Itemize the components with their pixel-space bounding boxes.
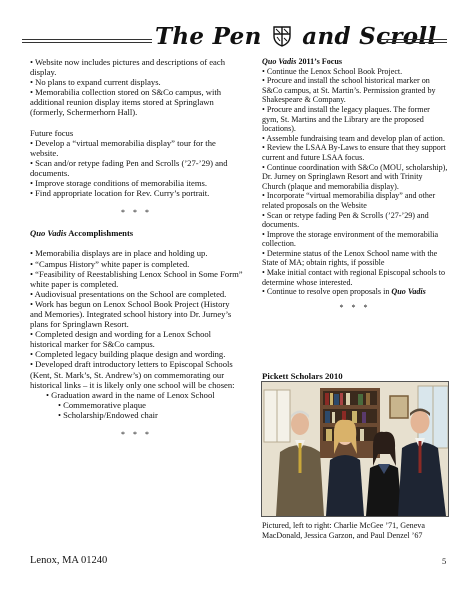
footer-location: Lenox, MA 01240 xyxy=(30,555,108,566)
bullet-item-text: • Continue to resolve open proposals in xyxy=(262,287,392,297)
bullet-item: • Procure and install the school historical marker on S&Co campus, at St. Martin’s. Permission granted by Shakespeare & Company. xyxy=(262,76,436,105)
bullet-item xyxy=(262,287,448,297)
bullet-item: • Developed draft introductory letters to Episcopal Schools (Kent, St. Mark’s, St. Andrew’s) on commemorating our historical links – it is likely only one school will be chosen: xyxy=(30,359,235,390)
focus-heading xyxy=(262,57,448,67)
bullet-item: • Assemble fundraising team and develop plan of action. xyxy=(262,133,445,143)
section-separator: * * * xyxy=(121,430,152,439)
bullet-item: • Work has begun on Lenox School Book Project (History and Memories). Integrated school history into Dr. Jurney’s plans for Springlawn Resort. xyxy=(30,298,232,330)
heading-italic: Quo Vadis xyxy=(262,57,297,66)
bullet-item: • Memorabilia collection stored on S&Co campus, with additional reunion display items stored at Springlawn (formerly, Schermerhorn Hall). xyxy=(30,87,222,118)
masthead-rule-right xyxy=(379,39,447,43)
title-text-after: and Scroll xyxy=(302,22,437,50)
section-separator: * * * xyxy=(121,208,152,218)
bullet-item: • Website now includes pictures and descriptions of each display. xyxy=(30,57,225,78)
bullet-item: • “Campus History” white paper is completed. xyxy=(30,258,190,269)
bullet-item: • Completed legacy building plaque design and wording. xyxy=(30,349,226,360)
pickett-scholars-photo xyxy=(261,381,449,517)
bullet-item: • Scan and/or retype fading Pen and Scrolls (’27-’29) and documents. xyxy=(30,157,228,178)
heading-rest: 2011’s Focus xyxy=(296,57,342,66)
masthead xyxy=(22,17,447,51)
future-focus-heading: Future focus xyxy=(30,127,74,138)
bullet-item: • Procure and install the legacy plaques. The former gym, St. Martins and the Library are the proposed locations). xyxy=(262,104,430,134)
bullet-item: • Continue coordination with S&Co (MOU, scholarship), Dr. Jurney on Springlawn Resort and with Trinity Church (plaque and memorabilia display). xyxy=(262,162,448,191)
bullet-item: • Improve the storage environment of the memorabilia collection. xyxy=(262,229,439,249)
bullet-item: • Review the LSAA By-Laws to ensure that they support current and future LSAA focus. xyxy=(262,143,446,162)
bullet-item: • No plans to expand current displays. xyxy=(30,77,161,88)
crest-icon xyxy=(272,25,292,47)
pickett-scholars-heading: Pickett Scholars 2010 xyxy=(262,371,343,381)
photo-illustration xyxy=(262,382,448,516)
masthead-rule-left xyxy=(22,39,152,43)
accomplishments-heading xyxy=(30,228,243,238)
bullet-item: • Develop a “virtual memorabilia display” tour for the website. xyxy=(30,137,216,158)
sub-bullet-item: • Commemorative plaque xyxy=(58,399,146,410)
bullet-item: • Incorporate “virtual memorabilia display” and other related proposals on the Website xyxy=(262,191,436,210)
bullet-item: • Improve storage conditions of memorabilia items. xyxy=(30,178,207,189)
heading-rest: Accomplishments xyxy=(66,228,134,239)
sub-bullet-item: • Scholarship/Endowed chair xyxy=(58,409,158,420)
page-number: 5 xyxy=(442,556,447,566)
title-text-before: The Pen xyxy=(155,22,262,50)
section-separator: * * * xyxy=(339,302,371,312)
bullet-item: • Continue the Lenox School Book Project. xyxy=(262,66,403,76)
bullet-item: • Determine status of the Lenox School name with the State of MA; obtain rights, if possible xyxy=(262,248,438,268)
bullet-item: • Completed design and wording for a Lenox School historical marker for S&Co campus. xyxy=(30,329,212,350)
bullet-item: • “Feasibility of Reestablishing Lenox School in Some Form” white paper is completed. xyxy=(30,268,243,289)
left-column xyxy=(30,57,243,440)
right-column xyxy=(262,57,448,312)
bullet-item: • Make initial contact with regional Episcopal schools to determine whose interested. xyxy=(262,268,446,287)
bullet-item: • Scan or retype fading Pen & Scrolls (’27-’29) and documents. xyxy=(262,210,429,230)
sub-bullet-item: • Graduation award in the name of Lenox School xyxy=(46,389,215,400)
bullet-item: • Find appropriate location for Rev. Curry’s portrait. xyxy=(30,188,210,199)
photo-caption: Pictured, left to right: Charlie McGee ’71, Geneva MacDonald, Jessica Garzon, and Paul Denzel ’67 xyxy=(262,521,425,540)
bullet-item: • Audiovisual presentations on the School are completed. xyxy=(30,288,227,299)
bullet-item: • Memorabilia displays are in place and holding up. xyxy=(30,248,208,259)
newsletter-title xyxy=(155,21,437,50)
heading-italic: Quo Vadis xyxy=(30,228,67,239)
bullet-item-italic: Quo Vadis xyxy=(391,287,426,297)
